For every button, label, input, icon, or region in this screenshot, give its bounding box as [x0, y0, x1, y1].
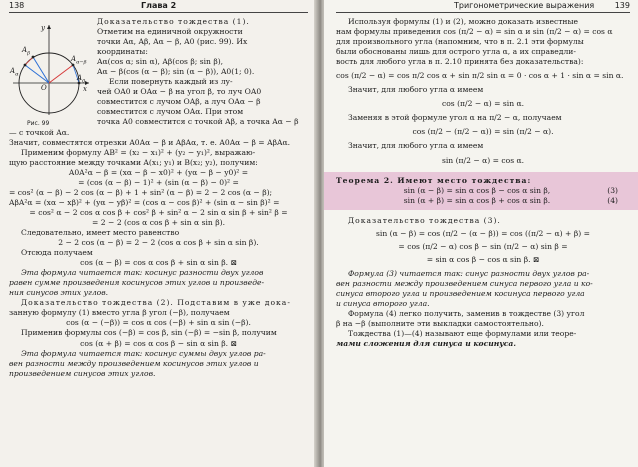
- figure-axis-x-label: x: [83, 85, 87, 93]
- text-line: точки Aα, Aβ, Aα − β, A0 (рис. 99). Их: [97, 37, 248, 47]
- text-line: Эта формула читается так: косинус разности двух углов: [21, 268, 264, 278]
- right-page-number: 139: [614, 1, 630, 10]
- formula-line: cos (π/2 − α) = cos π/2 cos α + sin π/2 sin α = 0 · cos α + 1 · sin α = sin α.: [336, 71, 624, 81]
- formula-line: = cos² α − 2 cos α cos β + cos² β + sin² α − 2 sin α sin β + sin² β =: [29, 207, 288, 217]
- text-line: вен разности между произведением синуса первого угла и ко-: [336, 278, 593, 288]
- text-line: нам формулы приведения cos (π/2 − α) = sin α и sin (π/2 − α) = cos α: [336, 27, 613, 37]
- formula-line: Aα(cos α; sin α), Aβ(cos β; sin β),: [97, 57, 224, 67]
- formula-line: sin (π/2 − α) = cos α.: [441, 155, 525, 165]
- text-line: произведением синусов этих углов.: [9, 368, 156, 378]
- figure-point-a-beta-label: $A_\beta$: [22, 46, 30, 57]
- equation-4-number: (4): [607, 195, 618, 205]
- left-page: [0, 0, 318, 467]
- text-line: щую расстояние между точками A(x₁; y₁) и B(x₂; y₂), получим:: [9, 157, 258, 167]
- proof-1-heading: Доказательство тождества (1).: [97, 17, 250, 26]
- text-line: Отсюда получаем: [21, 248, 93, 258]
- text-line: синуса второго угла и произведением косинуса первого угла: [336, 288, 585, 298]
- theorem-equation-4: [336, 196, 618, 206]
- proof-2-heading: Доказательство тождества (2). Подставим в уже дока-: [21, 298, 291, 308]
- figure-point-a-alpha-label: $A_\alpha$: [10, 67, 19, 78]
- text-line: Формула (3) читается так: синус разности двух углов ра-: [348, 268, 590, 278]
- text-line: Отметим на единичной окружности: [97, 27, 243, 37]
- left-page-header: [9, 0, 308, 13]
- text-line: вен разности между произведением косинусов этих углов и: [9, 358, 259, 368]
- formula-line: cos (π/2 − α) = sin α.: [441, 99, 525, 109]
- text-line: Применив формулы cos (−β) = cos β, sin (−β) = −sin β, получим: [21, 328, 277, 338]
- formula-line: A0A²α − β = (xα − β − x0)² + (yα − β − y0)² =: [68, 167, 249, 177]
- figure-point-a-alpha-minus-beta-label: $A_{\alpha-\beta}$: [71, 55, 87, 66]
- text-line: Значит, совместятся отрезки A0Aα − β и AβAα, т. е. A0Aα − β = AβAα.: [9, 137, 290, 147]
- text-line: Применим формулу AB² = (x₂ − x₁)² + (y₂ − y₁)², выражаю-: [21, 147, 256, 157]
- formula-line: cos (α + β) = cos α cos β − sin α sin β. ⊠: [80, 338, 237, 348]
- theorem-equation-3: [336, 186, 618, 196]
- figure-axis-y-label: y: [41, 24, 45, 32]
- left-page-number: 138: [9, 1, 25, 10]
- figure-caption: Рис. 99: [27, 120, 50, 127]
- text-line: чей OA0 и OAα − β на угол β, то луч OA0: [97, 87, 262, 97]
- right-page: [324, 0, 638, 467]
- figure-point-a0-label: $A_0$: [77, 74, 86, 85]
- formula-line: = (cos (α − β) − 1)² + (sin (α − β) − 0)² =: [78, 177, 239, 187]
- formula-line: cos (α − (−β)) = cos α cos (−β) + sin α sin (−β).: [66, 318, 251, 328]
- text-line: Используя формулы (1) и (2), можно доказать известные: [348, 17, 579, 26]
- formula-line: = cos² (α − β) − 2 cos (α − β) + 1 + sin² (α − β) = 2 − 2 cos (α − β);: [9, 187, 273, 197]
- text-line: совместится с лучом OAβ, а луч OAα − β: [97, 97, 261, 107]
- formula-line: = cos (π/2 − α) cos β − sin (π/2 − α) sin β =: [398, 241, 568, 251]
- formula-line: = sin α cos β − cos α sin β. ⊠: [426, 254, 540, 264]
- formula-line: cos (π/2 − (π/2 − α)) = sin (π/2 − α).: [412, 127, 554, 137]
- text-line: вость для любого угла в п. 2.10 принята без доказательства):: [336, 57, 584, 67]
- text-line: мами сложения для синуса и косинуса.: [336, 339, 516, 349]
- text-line: точка A0 совместится с точкой Aβ, а точка Aα − β — с точкой Aα.: [9, 117, 299, 137]
- equation-3-text: sin (α − β) = sin α cos β − cos α sin β,: [403, 185, 551, 195]
- right-page-header: [336, 0, 630, 13]
- unit-circle-figure: [9, 17, 91, 127]
- text-line: Заменяя в этой формуле угол α на π/2 − α, получаем: [348, 113, 562, 123]
- text-line: совместится с лучом OAα. При этом: [97, 107, 244, 117]
- text-line: и синуса второго угла.: [336, 299, 430, 309]
- formula-line: sin (α − β) = cos (π/2 − (α − β)) = cos ((π/2 − α) + β) =: [376, 228, 590, 238]
- text-line: равен сумме произведения косинусов этих углов и произведе-: [9, 278, 265, 288]
- text-line: для произвольного угла (напомним, что в п. 2.1 эти формулы: [336, 37, 584, 47]
- equation-4-text: sin (α + β) = sin α cos β + cos α sin β.: [403, 195, 551, 205]
- formula-line: AβA²α = (xα − xβ)² + (yα − yβ)² = (cos α − cos β)² + (sin α − sin β)² =: [9, 197, 280, 207]
- text-line: занную формулу (1) вместо угла β угол (−β), получаем: [9, 308, 230, 318]
- text-line: Формула (4) легко получить, заменив в тождестве (3) угол: [348, 309, 585, 319]
- theorem-title: Теорема 2. Имеют место тождества:: [336, 175, 532, 185]
- figure-origin-label: O: [41, 84, 47, 92]
- left-chapter-title: Глава 2: [141, 1, 177, 10]
- text-line: Эта формула читается так: косинус суммы двух углов ра-: [21, 348, 266, 358]
- text-line: Значит, для любого угла α имеем: [348, 141, 484, 151]
- text-line: Значит, для любого угла α имеем: [348, 85, 484, 95]
- right-chapter-title: Тригонометрические выражения: [454, 1, 595, 10]
- text-line: β на −β (выполните эти выкладки самостоятельно).: [336, 319, 544, 329]
- text-line: координаты:: [97, 47, 148, 57]
- formula-line: 2 − 2 cos (α − β) = 2 − 2 (cos α cos β + sin α sin β).: [58, 238, 259, 248]
- formula-line: cos (α − β) = cos α cos β + sin α sin β. ⊠: [80, 258, 237, 268]
- text-line: Тождества (1)—(4) называют еще формулами или теоре-: [348, 329, 577, 339]
- equation-3-number: (3): [607, 185, 618, 195]
- theorem-2-box: [324, 172, 638, 210]
- text-line: Следовательно, имеет место равенство: [21, 227, 180, 237]
- text-line: были обоснованы лишь для острого угла α, а их справедли-: [336, 47, 576, 57]
- text-line: Если повернуть каждый из лу-: [109, 77, 233, 87]
- formula-line: Aα − β(cos (α − β); sin (α − β)), A0(1; 0).: [97, 67, 255, 77]
- text-line: ния синусов этих углов.: [9, 288, 109, 298]
- proof-3-heading: Доказательство тождества (3).: [348, 215, 501, 225]
- formula-line: = 2 − 2 (cos α cos β + sin α sin β).: [92, 217, 225, 227]
